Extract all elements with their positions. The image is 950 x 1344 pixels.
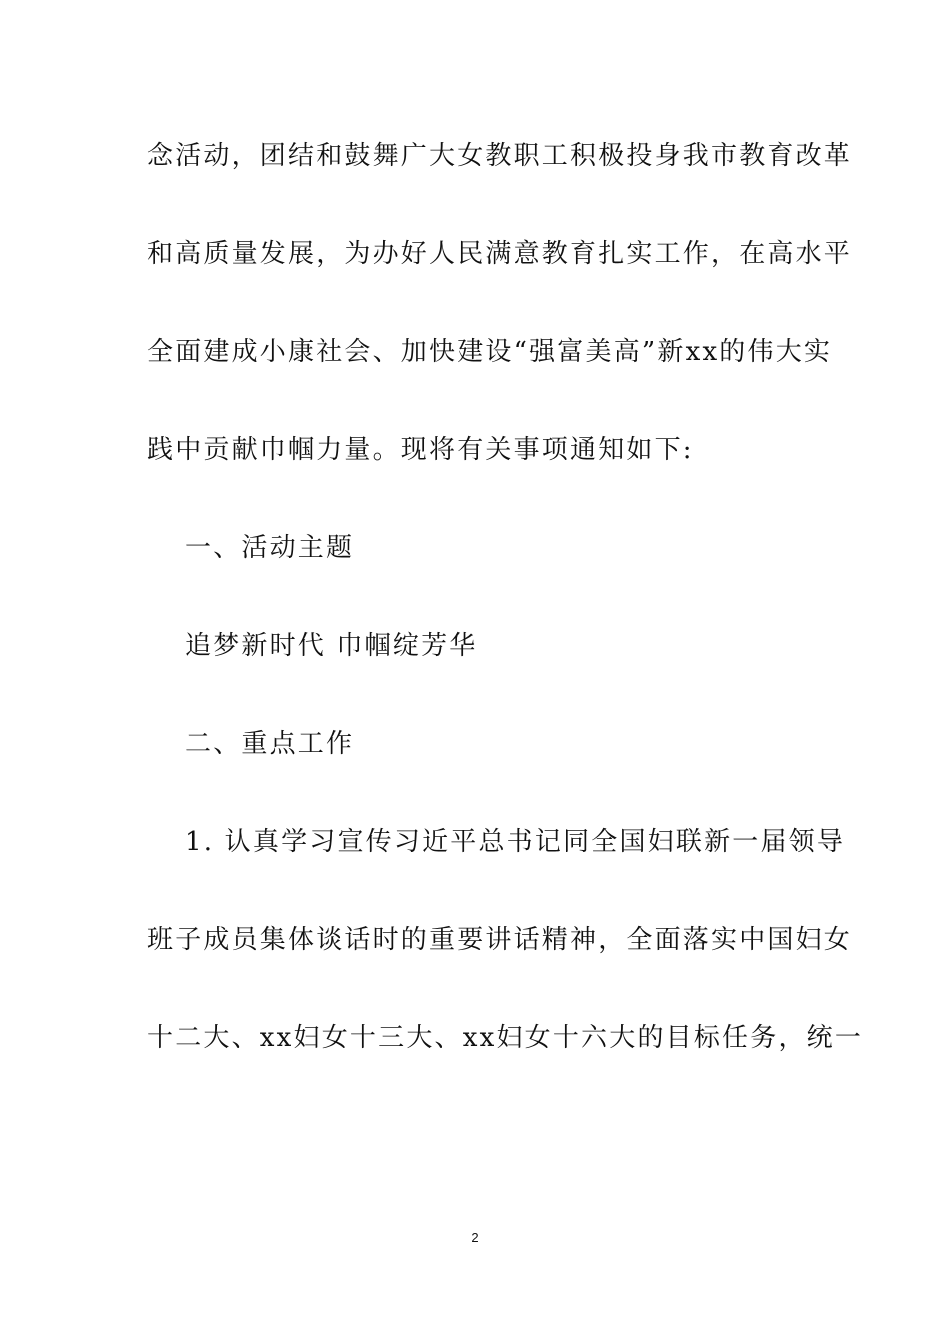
body-text-line: 践中贡献巾帼力量。现将有关事项通知如下: (147, 435, 694, 465)
body-text-line: 念活动，团结和鼓舞广大女教职工积极投身我市教育改革 (147, 141, 853, 171)
section-heading-key-work: 二、重点工作 (185, 729, 355, 759)
page-number: 2 (471, 1230, 479, 1245)
body-text-line: 全面建成小康社会、加快建设“强富美高”新xx的伟大实 (147, 337, 833, 367)
section-heading-theme: 一、活动主题 (185, 533, 355, 563)
activity-theme-text: 追梦新时代 巾帼绽芳华 (185, 631, 478, 661)
body-text-line: 和高质量发展，为办好人民满意教育扎实工作，在高水平 (147, 239, 853, 269)
body-text-line: 十二大、xx妇女十三大、xx妇女十六大的目标任务，统一 (147, 1023, 864, 1053)
body-text-line: 班子成员集体谈话时的重要讲话精神，全面落实中国妇女 (147, 925, 853, 955)
numbered-item-1: 1. 认真学习宣传习近平总书记同全国妇联新一届领导 (185, 827, 846, 857)
